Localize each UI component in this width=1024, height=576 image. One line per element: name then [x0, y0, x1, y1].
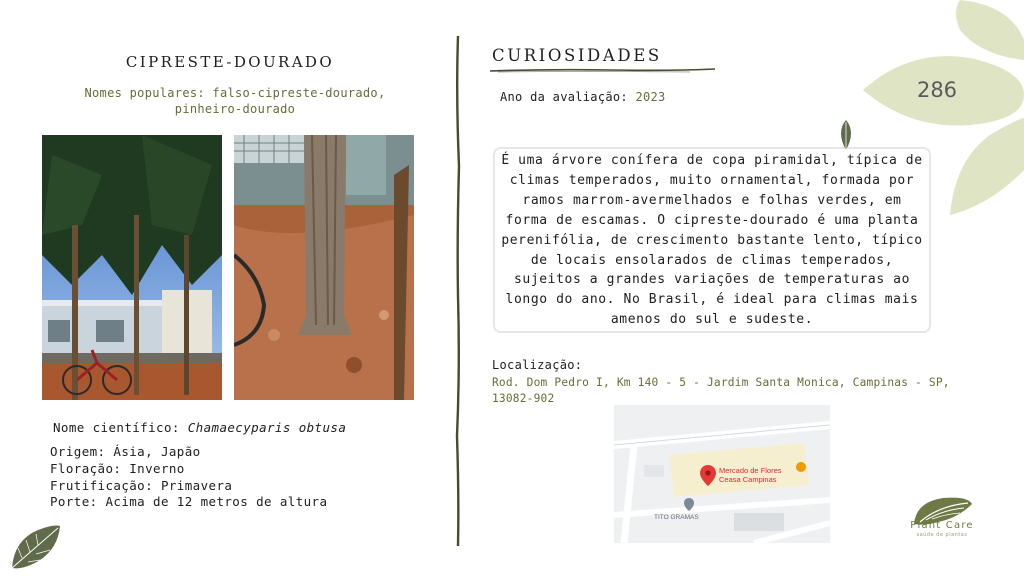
- fact-fruiting: Frutificação: Primavera: [50, 478, 233, 493]
- fact-flowering: Floração: Inverno: [50, 461, 185, 476]
- fact-size: Porte: Acima de 12 metros de altura: [50, 494, 328, 509]
- location-address: Rod. Dom Pedro I, Km 140 - 5 - Jardim Santa Monica, Campinas - SP, 13082-902: [492, 376, 950, 405]
- page-counter: 286: [916, 78, 958, 102]
- curiosidades-title: CURIOSIDADES: [492, 46, 662, 65]
- scientific-name-label: Nome científico:: [53, 420, 188, 435]
- description-text: É uma árvore conífera de copa piramidal, típica de climas temperados, muito ornamental, formada por ramos marrom-avermelhados e folhas verdes, em forma de escamas. O cipreste-dourado é uma planta perenifólia, de crescimento bastante lento, típico de locais ensolarados de climas temperados, sujeitos a grandes variações de temperaturas ao longo do ano. No Brasil, é ideal para climas mais amenos do sul e sudeste.: [501, 153, 923, 328]
- plant-photo-2: [234, 135, 414, 400]
- corner-leaf-icon: [8, 522, 62, 572]
- vertical-divider: [452, 36, 464, 546]
- title-underline: [490, 66, 715, 74]
- small-leaf-icon: [836, 120, 856, 154]
- popular-names: Nomes populares: falso-cipreste-dourado, pinheiro-dourado: [84, 86, 386, 116]
- trees-schoolyard-image: [42, 135, 222, 400]
- scientific-name: [53, 420, 346, 435]
- brand-tagline: saúde de plantas: [916, 532, 968, 538]
- location-map[interactable]: [614, 405, 830, 543]
- evaluation-year: [500, 90, 666, 104]
- plant-photo-1: [42, 135, 222, 400]
- brand-name: Plant Care: [910, 520, 974, 531]
- fact-origin: Origem: Ásia, Japão: [50, 444, 201, 459]
- evaluation-year-value: 2023: [635, 90, 666, 104]
- evaluation-year-label: Ano da avaliação:: [500, 90, 636, 104]
- map-place-name-2: Ceasa Campinas: [719, 475, 777, 484]
- tree-trunk-image: [234, 135, 414, 400]
- food-place-icon: [796, 462, 806, 472]
- scientific-name-value: Chamaecyparis obtusa: [187, 420, 347, 435]
- plant-title: CIPRESTE-DOURADO: [125, 53, 335, 71]
- leaf-cluster-decoration: [860, 0, 1024, 225]
- map-place-name-1: Mercado de Flores: [719, 466, 782, 475]
- map-image: [614, 405, 830, 543]
- map-poi-label: TITO GRAMAS: [654, 514, 699, 521]
- location-label: Localização:: [492, 358, 583, 372]
